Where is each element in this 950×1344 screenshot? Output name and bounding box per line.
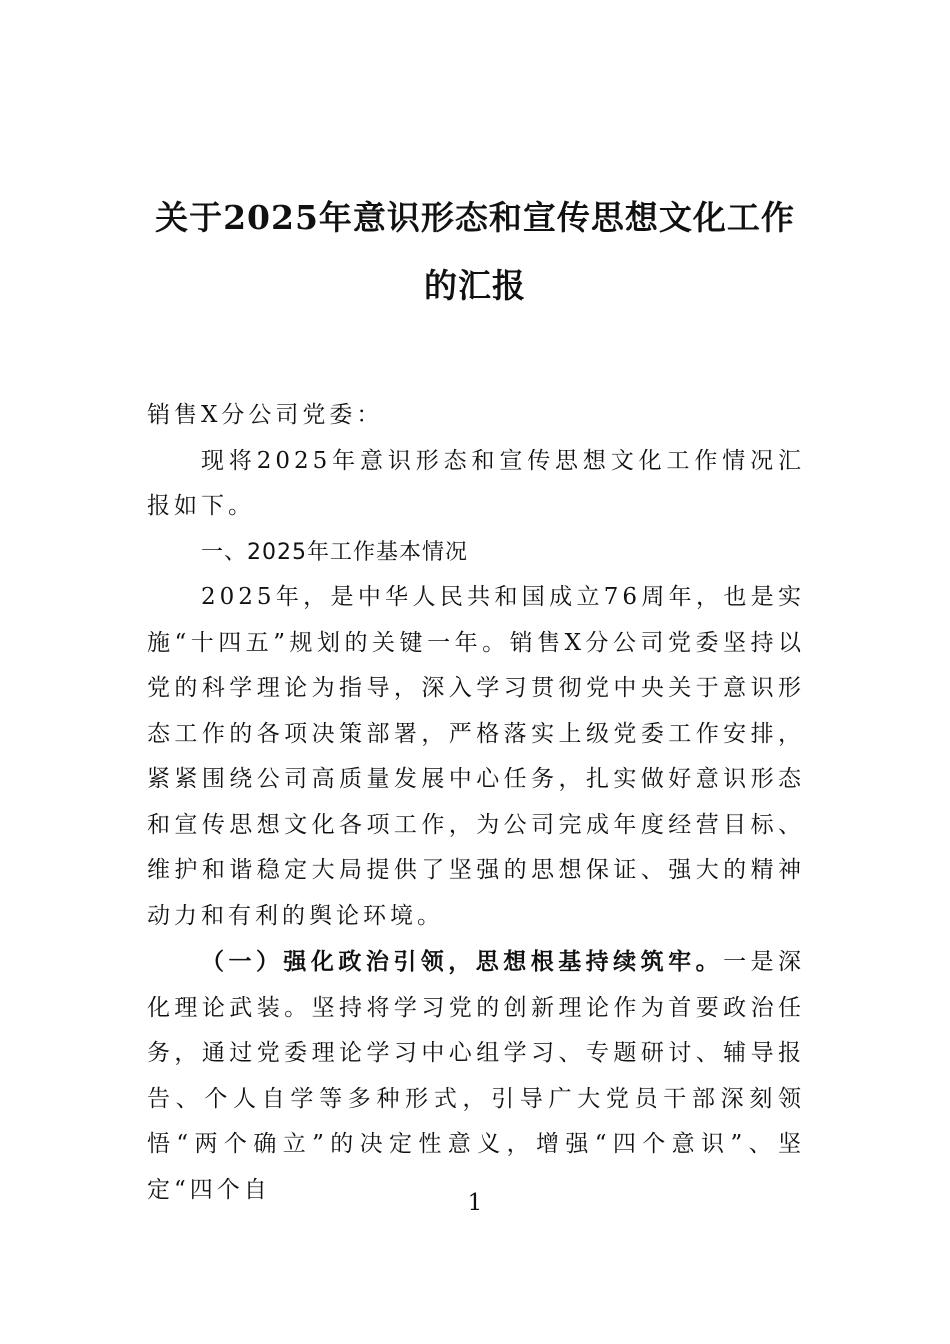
subsection-1-paragraph — [147, 939, 805, 1213]
document-body — [147, 393, 805, 1213]
section-1-heading: 一、2025年工作基本情况 — [201, 539, 468, 565]
section-1-paragraph: 2025年，是中华人民共和国成立76周年，也是实施“十四五”规划的关键一年。销售X分公司党委坚持以党的科学理论为指导，深入学习贯彻党中央关于意识形态工作的各项决策部署，严格落实上级党委工作安排，紧紧围绕公司高质量发展中心任务，扎实做好意识形态和宣传思想文化各项工作，为公司完成年度经营目标、维护和谐稳定大局提供了坚强的思想保证、强大的精神动力和有利的舆论环境。 — [147, 584, 805, 929]
salutation: 销售X分公司党委： — [147, 402, 384, 428]
subsection-1-text: 一是深化理论武装。坚持将学习党的创新理论作为首要政治任务，通过党委理论学习中心组学习、专题研讨、辅导报告、个人自学等多种形式，引导广大党员干部深刻领悟“两个确立”的决定性意义，增强“四个意识”、坚定“四个自 — [147, 949, 806, 1203]
intro-paragraph: 现将2025年意识形态和宣传思想文化工作情况汇报如下。 — [147, 447, 805, 519]
page-number: 1 — [467, 1190, 483, 1216]
subsection-1-heading: （一）强化政治引领，思想根基持续筑牢。 — [201, 948, 724, 975]
document-title-line-1: 关于2025年意识形态和宣传思想文化工作 — [155, 198, 795, 237]
document-title-line-2: 的汇报 — [424, 266, 526, 305]
